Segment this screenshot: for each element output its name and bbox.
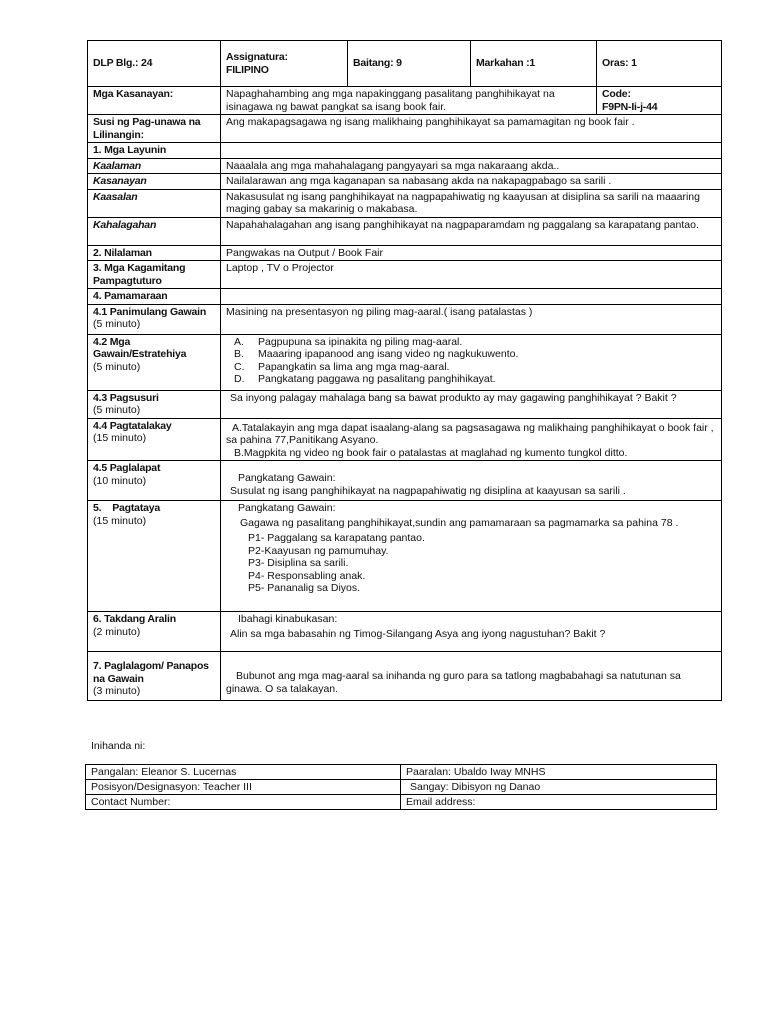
pagsusuri-label: 4.3 Pagsusuri — [93, 391, 159, 404]
kasanayan-label-cell — [88, 87, 221, 115]
kahalagahan-row — [88, 217, 722, 245]
pamamaraan-label: 4. Pamamaraan — [93, 290, 168, 302]
header-row — [88, 41, 722, 87]
nilalaman-label: 2. Nilalaman — [93, 246, 152, 259]
pagsusuri-value: Sa inyong palagay mahalaga bang sa bawat produkto ay may gagawing panghihikayat ? Bakit ? — [230, 391, 677, 404]
criteria-item: P5- Pananalig sa Diyos. — [248, 582, 361, 594]
prepared-by-label: Inihanda ni: — [91, 740, 146, 752]
lesson-plan-table — [87, 40, 722, 701]
panimulang-row — [88, 304, 722, 334]
panimulang-label-cell — [88, 304, 221, 334]
pagsusuri-label-cell — [88, 390, 221, 418]
estratehiya-row — [88, 334, 722, 390]
susi-label-cell — [88, 115, 221, 143]
kagamitan-value: Laptop , TV o Projector — [226, 262, 334, 274]
kahalagahan-value-cell — [221, 217, 722, 245]
pagtatalakay-time: (15 minuto) — [93, 432, 147, 444]
panimulang-value: Masining na presentasyon ng piling mag-aaral.( isang patalastas ) — [226, 305, 533, 318]
kasanayan-objective-row — [88, 174, 722, 190]
takdang-line1: Ibahagi kinabukasan: — [238, 613, 338, 625]
signature-row — [86, 795, 717, 810]
paglalagom-label: 7. Paglalagom/ Panapos na Gawain — [93, 660, 209, 685]
layunin-label: 1. Mga Layunin — [93, 144, 167, 156]
pamamaraan-label-cell — [88, 289, 221, 305]
list-marker: B. — [234, 348, 244, 360]
kaalaman-row — [88, 158, 722, 174]
kagamitan-row — [88, 261, 722, 289]
paglalagom-label-cell — [88, 652, 221, 701]
paglalapat-line1: Pangkatang Gawain: — [238, 472, 336, 484]
list-marker: C. — [234, 360, 245, 373]
paglalapat-value-cell — [221, 461, 722, 501]
kasanayan-objective-label: Kasanayan — [93, 175, 147, 187]
estratehiya-list-cell — [221, 334, 722, 390]
paglalagom-time: (3 minuto) — [93, 685, 141, 697]
code-label: Code: — [602, 88, 631, 100]
layunin-row — [88, 143, 722, 159]
pagsusuri-value-cell — [221, 390, 722, 418]
assignatura-value: FILIPINO — [226, 63, 269, 76]
pagtataya-line2: Gagawa ng pasalitang panghihikayat,sundin ang pamamaraan sa pagmamarka sa pahina 78 . — [240, 516, 679, 529]
kaasalan-label: Kaasalan — [93, 190, 138, 203]
pagtatalakay-value-cell — [221, 418, 722, 461]
criteria-item: P3- Disiplina sa sarili. — [248, 557, 349, 569]
list-text: Maaaring ipapanood ang isang video ng nagkukuwento. — [258, 348, 519, 360]
nilalaman-value-cell — [221, 245, 722, 261]
estratehiya-label: 4.2 Mga Gawain/Estratehiya — [93, 335, 187, 360]
kasanayan-label: Mga Kasanayan: — [93, 88, 174, 100]
criteria-item: P4- Responsabling anak. — [248, 569, 366, 582]
kaalaman-label-cell — [88, 158, 221, 174]
markahan: Markahan :1 — [476, 57, 536, 70]
layunin-empty-cell — [221, 143, 722, 159]
posisyon-cell: Posisyon/Designasyon: Teacher III — [86, 780, 401, 795]
assignatura-label: Assignatura: — [226, 51, 288, 63]
list-text: Papangkatin sa lima ang mga mag-aaral. — [258, 360, 450, 373]
list-marker: D. — [234, 373, 245, 385]
sangay-cell: Sangay: Dibisyon ng Danao — [401, 780, 717, 795]
kasanayan-objective-label-cell — [88, 174, 221, 190]
kaasalan-label-cell — [88, 189, 221, 217]
kaasalan-value-cell — [221, 189, 722, 217]
list-item — [234, 348, 716, 361]
estratehiya-list — [226, 336, 716, 386]
baitang-cell — [348, 41, 471, 87]
list-text: Pangkatang paggawa ng pasalitang panghihikayat. — [258, 373, 496, 385]
signature-table — [85, 764, 717, 810]
nilalaman-value: Pangwakas na Output / Book Fair — [226, 246, 384, 259]
nilalaman-label-cell — [88, 245, 221, 261]
oras-cell — [597, 41, 722, 87]
panimulang-time: (5 minuto) — [93, 318, 141, 330]
paglalagom-value-cell — [221, 652, 722, 701]
paglalagom-row — [88, 652, 722, 701]
paglalagom-value: Bubunot ang mga mag-aaral sa inihanda ng guro para sa tatlong magbabahagi sa natutunan sa ginawa. O sa talakayan. — [226, 670, 681, 695]
pangalan-cell: Pangalan: Eleanor S. Lucernas — [86, 765, 401, 780]
markahan-cell — [471, 41, 597, 87]
criteria-item: P2-Kaayusan ng pamumuhay. — [248, 544, 389, 557]
kaalaman-label: Kaalaman — [93, 159, 142, 172]
kahalagahan-label: Kahalagahan — [93, 218, 157, 231]
baitang: Baitang: 9 — [353, 57, 402, 70]
kasanayan-row — [88, 87, 722, 115]
takdang-line2: Alin sa mga babasahin ng Timog-Silangang Asya ang iyong nagustuhan? Bakit ? — [230, 627, 606, 640]
code-cell — [597, 87, 722, 115]
susi-value-cell — [221, 115, 722, 143]
kaalaman-value: Naaalala ang mga mahahalagang pangyayari sa mga nakaraang akda.. — [226, 159, 560, 172]
kasanayan-value-cell — [221, 87, 597, 115]
kagamitan-label: 3. Mga Kagamitang Pampagtuturo — [93, 262, 186, 287]
panimulang-label: 4.1 Panimulang Gawain — [93, 305, 207, 318]
susi-label: Susi ng Pag-unawa na Lilinangin: — [93, 116, 201, 141]
list-item — [234, 373, 716, 386]
susi-value: Ang makapagsagawa ng isang malikhaing panghihikayat sa pamamagitan ng book fair . — [226, 116, 635, 128]
kagamitan-label-cell — [88, 261, 221, 289]
signature-row — [86, 765, 717, 780]
kasanayan-value: Napaghahambing ang mga napakinggang pasalitang panghihikayat na isinagawa ng bawat pangkat sa isang book fair. — [226, 88, 555, 113]
estratehiya-time: (5 minuto) — [93, 360, 141, 373]
oras: Oras: 1 — [602, 57, 637, 70]
list-item — [234, 336, 716, 349]
pagtataya-row — [88, 501, 722, 612]
assignatura-cell — [221, 41, 348, 87]
pagtataya-time: (15 minuto) — [93, 514, 147, 527]
list-marker: A. — [234, 335, 244, 348]
paaralan-cell: Paaralan: Ubaldo Iway MNHS — [401, 765, 717, 780]
panimulang-value-cell — [221, 304, 722, 334]
takdang-time: (2 minuto) — [93, 625, 141, 638]
kaalaman-value-cell — [221, 158, 722, 174]
kagamitan-value-cell — [221, 261, 722, 289]
email-cell: Email address: — [401, 795, 717, 810]
takdang-row — [88, 612, 722, 652]
susi-row — [88, 115, 722, 143]
pamamaraan-row — [88, 289, 722, 305]
pagsusuri-time: (5 minuto) — [93, 404, 141, 416]
kahalagahan-label-cell — [88, 217, 221, 245]
pagtatalakay-line-a: A.Tatalakayin ang mga dapat isaalang-alang sa pagsasagawa ng malikhaing panghihikayat o book fair , sa pahina 77,Panitikang Asyano. — [226, 421, 714, 446]
paglalapat-time: (10 minuto) — [93, 474, 147, 487]
dlp-number: DLP Blg.: 24 — [93, 57, 153, 70]
estratehiya-label-cell — [88, 334, 221, 390]
dlp-cell — [88, 41, 221, 87]
layunin-label-cell — [88, 143, 221, 159]
takdang-label: 6. Takdang Aralin — [93, 613, 176, 625]
pagtatalakay-row — [88, 418, 722, 461]
criteria-item: P1- Paggalang sa karapatang pantao. — [248, 532, 425, 544]
contact-cell: Contact Number: — [86, 795, 401, 810]
kaasalan-row — [88, 189, 722, 217]
pagtataya-label-cell — [88, 501, 221, 612]
paglalapat-label-cell — [88, 461, 221, 501]
paglalapat-line2: Susulat ng isang panghihikayat na nagpapahiwatig ng disiplina at kaayusan sa sarili . — [230, 484, 626, 497]
pagtatalakay-label: 4.4 Pagtatalakay — [93, 419, 172, 432]
list-text: Pagpupuna sa ipinakita ng piling mag-aaral. — [258, 335, 463, 348]
signature-row — [86, 780, 717, 795]
paglalapat-row — [88, 461, 722, 501]
kasanayan-objective-value-cell — [221, 174, 722, 190]
code-value: F9PN-Ii-j-44 — [602, 100, 658, 113]
takdang-label-cell — [88, 612, 221, 652]
pamamaraan-empty-cell — [221, 289, 722, 305]
pagtataya-label: 5. Pagtataya — [93, 502, 161, 514]
nilalaman-row — [88, 245, 722, 261]
kasanayan-objective-value: Nailalarawan ang mga kaganapan sa nabasang akda na nakapagpabago sa sarili . — [226, 175, 612, 187]
list-item — [234, 361, 716, 374]
takdang-value-cell — [221, 612, 722, 652]
pagtatalakay-label-cell — [88, 418, 221, 461]
pagtataya-line1: Pangkatang Gawain: — [238, 502, 336, 514]
kaasalan-value: Nakasusulat ng isang panghihikayat na nagpapahiwatig ng kaayusan at disiplina sa sarili na maaaring maging gabay sa makarinig o makabasa. — [226, 190, 700, 215]
pagtataya-value-cell — [221, 501, 722, 612]
pagtatalakay-line-b: B.Magpkita ng video ng book fair o patalastas at maglahad ng kumento tungkol ditto. — [234, 446, 628, 459]
pagsusuri-row — [88, 390, 722, 418]
kahalagahan-value: Napahahalagahan ang isang panghihikayat na nagpaparamdam ng paggalang sa karapatang pantao. — [226, 218, 699, 231]
paglalapat-label: 4.5 Paglalapat — [93, 462, 161, 474]
